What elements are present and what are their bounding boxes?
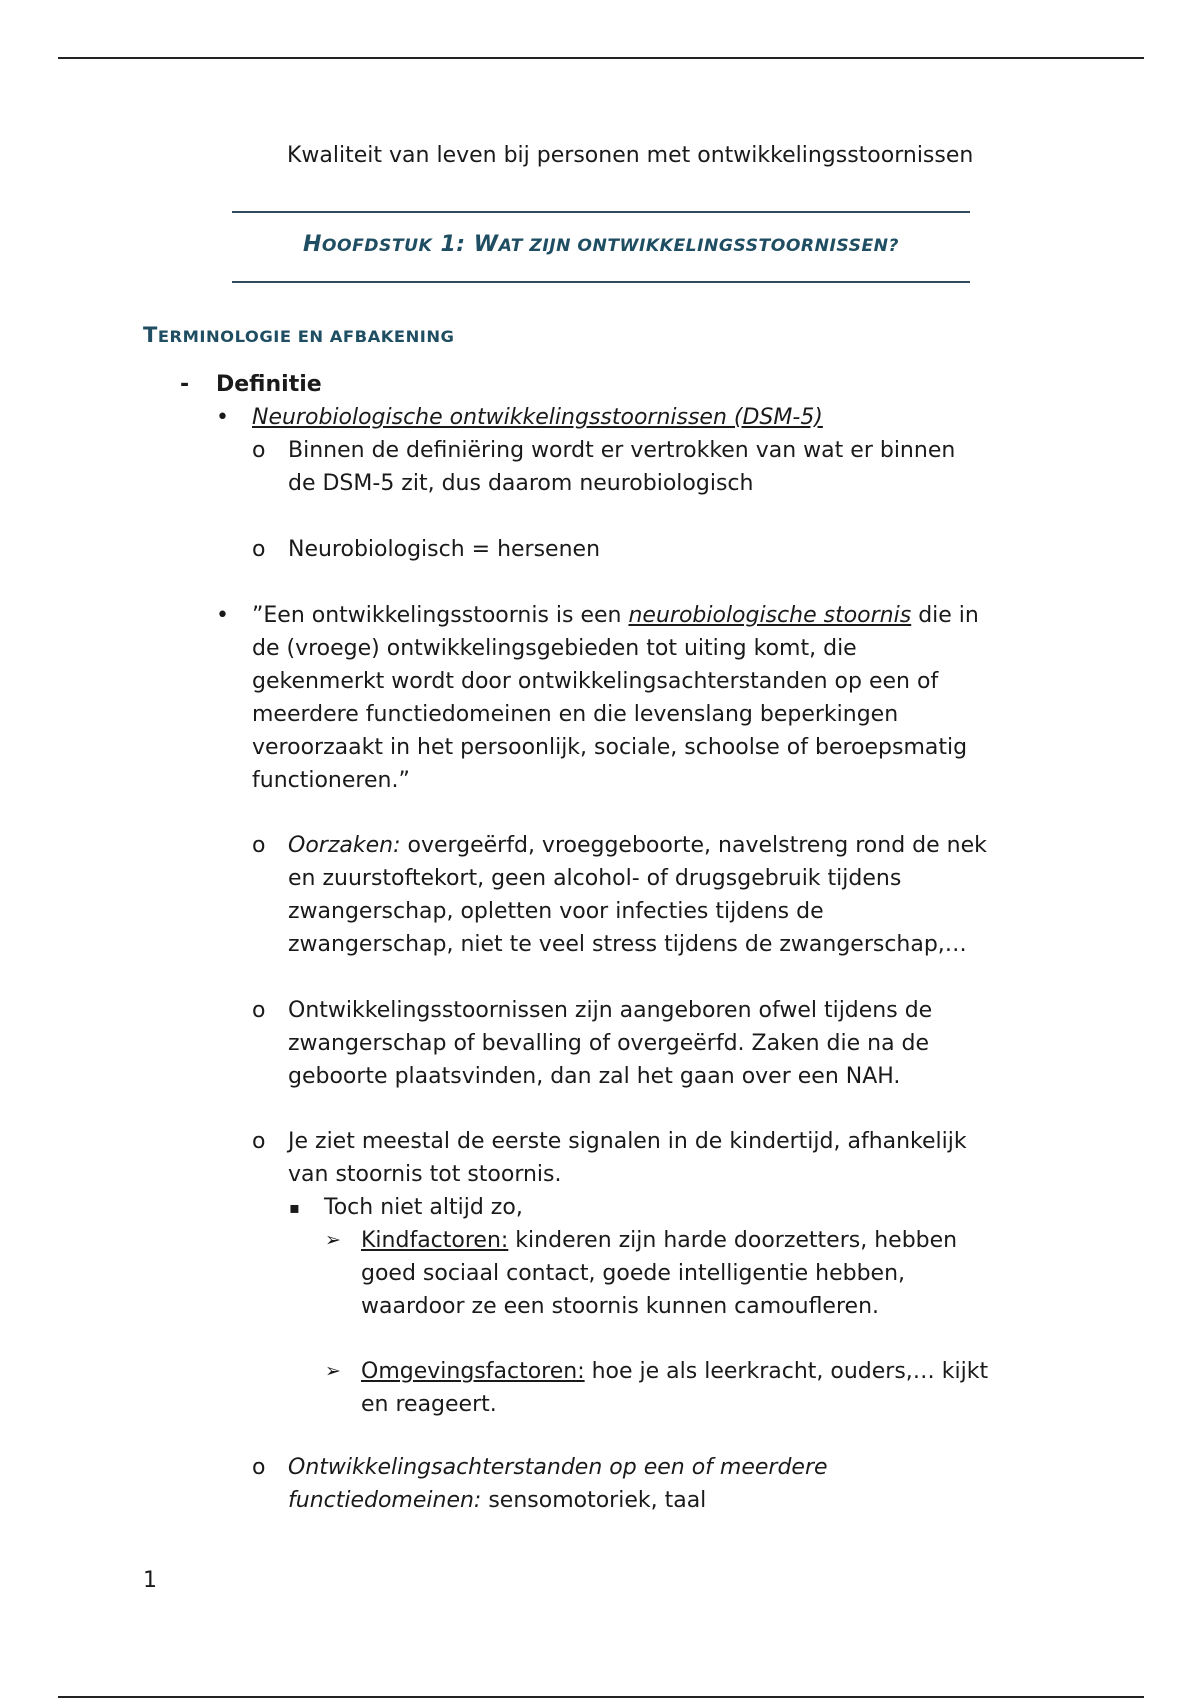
page-number: 1 xyxy=(143,1568,157,1593)
signalen-line-2: van stoornis tot stoornis. xyxy=(288,1162,562,1187)
aangeboren-line-1: Ontwikkelingsstoornissen zijn aangeboren ofwel tijdens de xyxy=(288,998,933,1023)
chapter-prefix-rest: OOFDSTUK xyxy=(321,236,433,256)
quote-line-1 xyxy=(252,599,979,632)
page-top-rule xyxy=(58,57,1144,59)
section-rest: ERMINOLOGIE EN AFBAKENING xyxy=(157,327,455,346)
oorzaken-text: overgeërfd, vroeggeboorte, navelstreng rond de nek xyxy=(400,833,987,858)
arrow-marker: ➢ xyxy=(325,1229,341,1251)
signalen-line-1: Je ziet meestal de eerste signalen in de kindertijd, afhankelijk xyxy=(288,1129,967,1154)
chapter-bottom-rule xyxy=(232,281,970,283)
chapter-heading xyxy=(232,232,970,257)
document-header-title: Kwaliteit van leven bij personen met ontwikkelingsstoornissen xyxy=(287,143,974,168)
chapter-prefix-cap: H xyxy=(303,232,322,257)
circle-marker: o xyxy=(252,1129,266,1154)
section-cap: T xyxy=(143,323,158,347)
omgevingsfactoren-line-2: en reageert. xyxy=(361,1392,497,1417)
square-marker: ▪ xyxy=(289,1198,300,1217)
dsm5-bullet: Neurobiologische ontwikkelingsstoornissen (DSM-5) xyxy=(252,405,823,430)
circle-marker: o xyxy=(252,1455,266,1480)
definiering-line-2: de DSM-5 zit, dus daarom neurobiologisch xyxy=(288,471,754,496)
arrow-marker: ➢ xyxy=(325,1360,341,1382)
kindfactoren-line-2: goed sociaal contact, goede intelligentie hebben, xyxy=(361,1261,906,1286)
definiering-line-1: Binnen de definiëring wordt er vertrokken van wat er binnen xyxy=(288,438,956,463)
chapter-title-cap: W xyxy=(473,232,499,257)
quote-line-5: veroorzaakt in het persoonlijk, sociale, schoolse of beroepsmatig xyxy=(252,735,968,760)
achterstanden-line-2 xyxy=(288,1484,706,1517)
circle-marker: o xyxy=(252,438,266,463)
oorzaken-label: Oorzaken: xyxy=(288,833,401,858)
achterstanden-line-1: Ontwikkelingsachterstanden op een of meerdere xyxy=(288,1455,828,1480)
dash-marker: - xyxy=(180,372,190,397)
quote-line-4: meerdere functiedomeinen en die levenslang beperkingen xyxy=(252,702,899,727)
quote-pre: ”Een ontwikkelingsstoornis is een xyxy=(252,603,629,628)
quote-line-2: de (vroege) ontwikkelingsgebieden tot uiting komt, die xyxy=(252,636,857,661)
oorzaken-line-2: en zuurstoftekort, geen alcohol- of drugsgebruik tijdens xyxy=(288,866,902,891)
quote-underlined: neurobiologische stoornis xyxy=(628,603,912,628)
achterstanden-label: functiedomeinen: xyxy=(288,1488,482,1513)
omgevingsfactoren-label: Omgevingsfactoren: xyxy=(361,1359,585,1384)
circle-marker: o xyxy=(252,998,266,1023)
bullet-marker: • xyxy=(216,603,229,628)
page-bottom-rule xyxy=(58,1696,1144,1698)
achterstanden-text: sensomotoriek, taal xyxy=(481,1488,707,1513)
omgevingsfactoren-line-1 xyxy=(361,1355,988,1388)
kindfactoren-label: Kindfactoren: xyxy=(361,1228,509,1253)
kindfactoren-text: kinderen zijn harde doorzetters, hebben xyxy=(508,1228,958,1253)
definitie-heading: Definitie xyxy=(216,372,322,397)
oorzaken-line-1 xyxy=(288,829,987,862)
oorzaken-line-3: zwangerschap, opletten voor infecties tijdens de xyxy=(288,899,824,924)
circle-marker: o xyxy=(252,537,266,562)
quote-line-6: functioneren.” xyxy=(252,768,410,793)
neurobiologisch-line: Neurobiologisch = hersenen xyxy=(288,537,601,562)
circle-marker: o xyxy=(252,833,266,858)
section-heading xyxy=(143,323,454,347)
chapter-number: 1: xyxy=(432,232,474,257)
chapter-title-rest: AT ZIJN ONTWIKKELINGSSTOORNISSEN? xyxy=(498,236,899,256)
quote-post: die in xyxy=(911,603,979,628)
oorzaken-line-4: zwangerschap, niet te veel stress tijdens de zwangerschap,… xyxy=(288,932,967,957)
bullet-marker: • xyxy=(216,405,229,430)
chapter-top-rule xyxy=(232,211,970,213)
kindfactoren-line-1 xyxy=(361,1224,957,1257)
aangeboren-line-2: zwangerschap of bevalling of overgeërfd. Zaken die na de xyxy=(288,1031,930,1056)
omgevingsfactoren-text: hoe je als leerkracht, ouders,… kijkt xyxy=(584,1359,989,1384)
quote-line-3: gekenmerkt wordt door ontwikkelingsachterstanden op een of xyxy=(252,669,939,694)
kindfactoren-line-3: waardoor ze een stoornis kunnen camoufleren. xyxy=(361,1294,879,1319)
toch-line: Toch niet altijd zo, xyxy=(324,1195,523,1220)
aangeboren-line-3: geboorte plaatsvinden, dan zal het gaan over een NAH. xyxy=(288,1064,901,1089)
